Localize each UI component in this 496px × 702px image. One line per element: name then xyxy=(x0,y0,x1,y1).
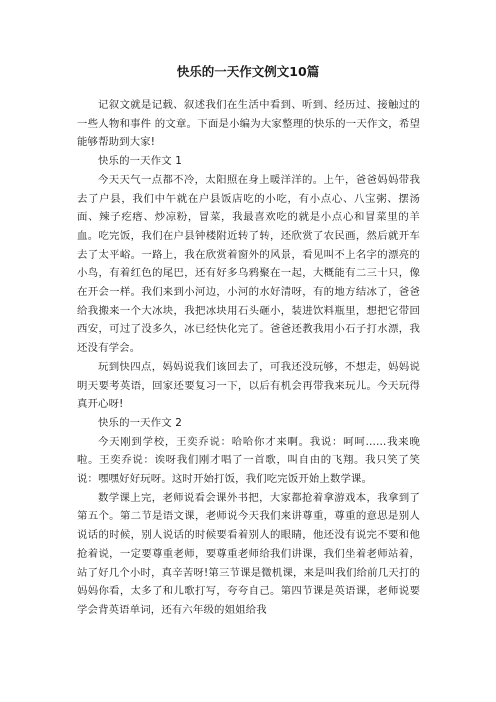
body-paragraph: 数学课上完，老师说看会课外书把，大家都抢着拿游戏本，我拿到了第五个。第二节是语文课，老师说今天我们来讲尊重，尊重的意思是别人说话的时候，别人说话的时候要看着别人的眼睛，他还没有说完不要和他抢着说，一定要尊重老师，要尊重老师给我们讲课，我们坐着老师站着，站了好几个小时，真辛苦呀!第三节课是微机课，来是叫我们给前几天打的妈妈你看，太多了和儿歌打写，夸夸自己。第四节课是英语课，老师说要学会背英语单词，还有六年级的姐姐给我 xyxy=(77,491,420,616)
body-paragraph: 今天天气一点都不冷，太阳照在身上暖洋洋的。上午，爸爸妈妈带我去了户县，我们中午就在户县饭店吃的小吃，有小点心、八宝粥、摆汤面、辣子疙瘩、炒凉粉，冒菜，我最喜欢吃的就是小点心和冒菜里的羊血。吃完饭，我们在户县钟楼附近转了转，还欣赏了农民画，然后就开车去了太平峪。一路上，我在欣赏着窗外的风景，看见叫不上名字的漂亮的小鸟，有着红色的尾巴，还有好多乌鸦聚在一起，大概能有二三十只，像在开会一样。我们来到小河边，小河的水好清呀，有的地方结冰了，爸爸给我搬来一个大冰块，我把冰块用石头砸小，装进饮料瓶里，想把它带回西安，可过了没多久，冰已经快化完了。爸爸还教我用小石子打水漂，我还没有学会。 xyxy=(77,173,420,355)
section-heading: 快乐的一天作文 2 xyxy=(98,416,182,429)
document-title: 快乐的一天作文例文10篇 xyxy=(176,64,320,79)
body-paragraph: 今天刚到学校，王奕乔说：哈哈你才来啊。我说：呵呵……我来晚啦。王奕乔说：诶呀我们刚才唱了一首歌，叫自由的飞翔。我只笑了笑说：嘿嘿好好玩呀。这时开始打饭，我们吃完饭开始上数学课。 xyxy=(77,435,420,486)
document-body xyxy=(77,96,420,620)
body-paragraph: 玩到快四点，妈妈说我们该回去了，可我还没玩够，不想走，妈妈说明天要考英语，回家还要复习一下，以后有机会再带我来玩儿。今天玩得真开心呀! xyxy=(77,360,420,411)
section-heading: 快乐的一天作文 1 xyxy=(98,155,182,168)
intro-paragraph: 记叙文就是记载、叙述我们在生活中看到、听到、经历过、接触过的一些人物和事件 的文章。下面是小编为大家整理的快乐的一天作文，希望能够帮助到大家! xyxy=(77,99,420,149)
